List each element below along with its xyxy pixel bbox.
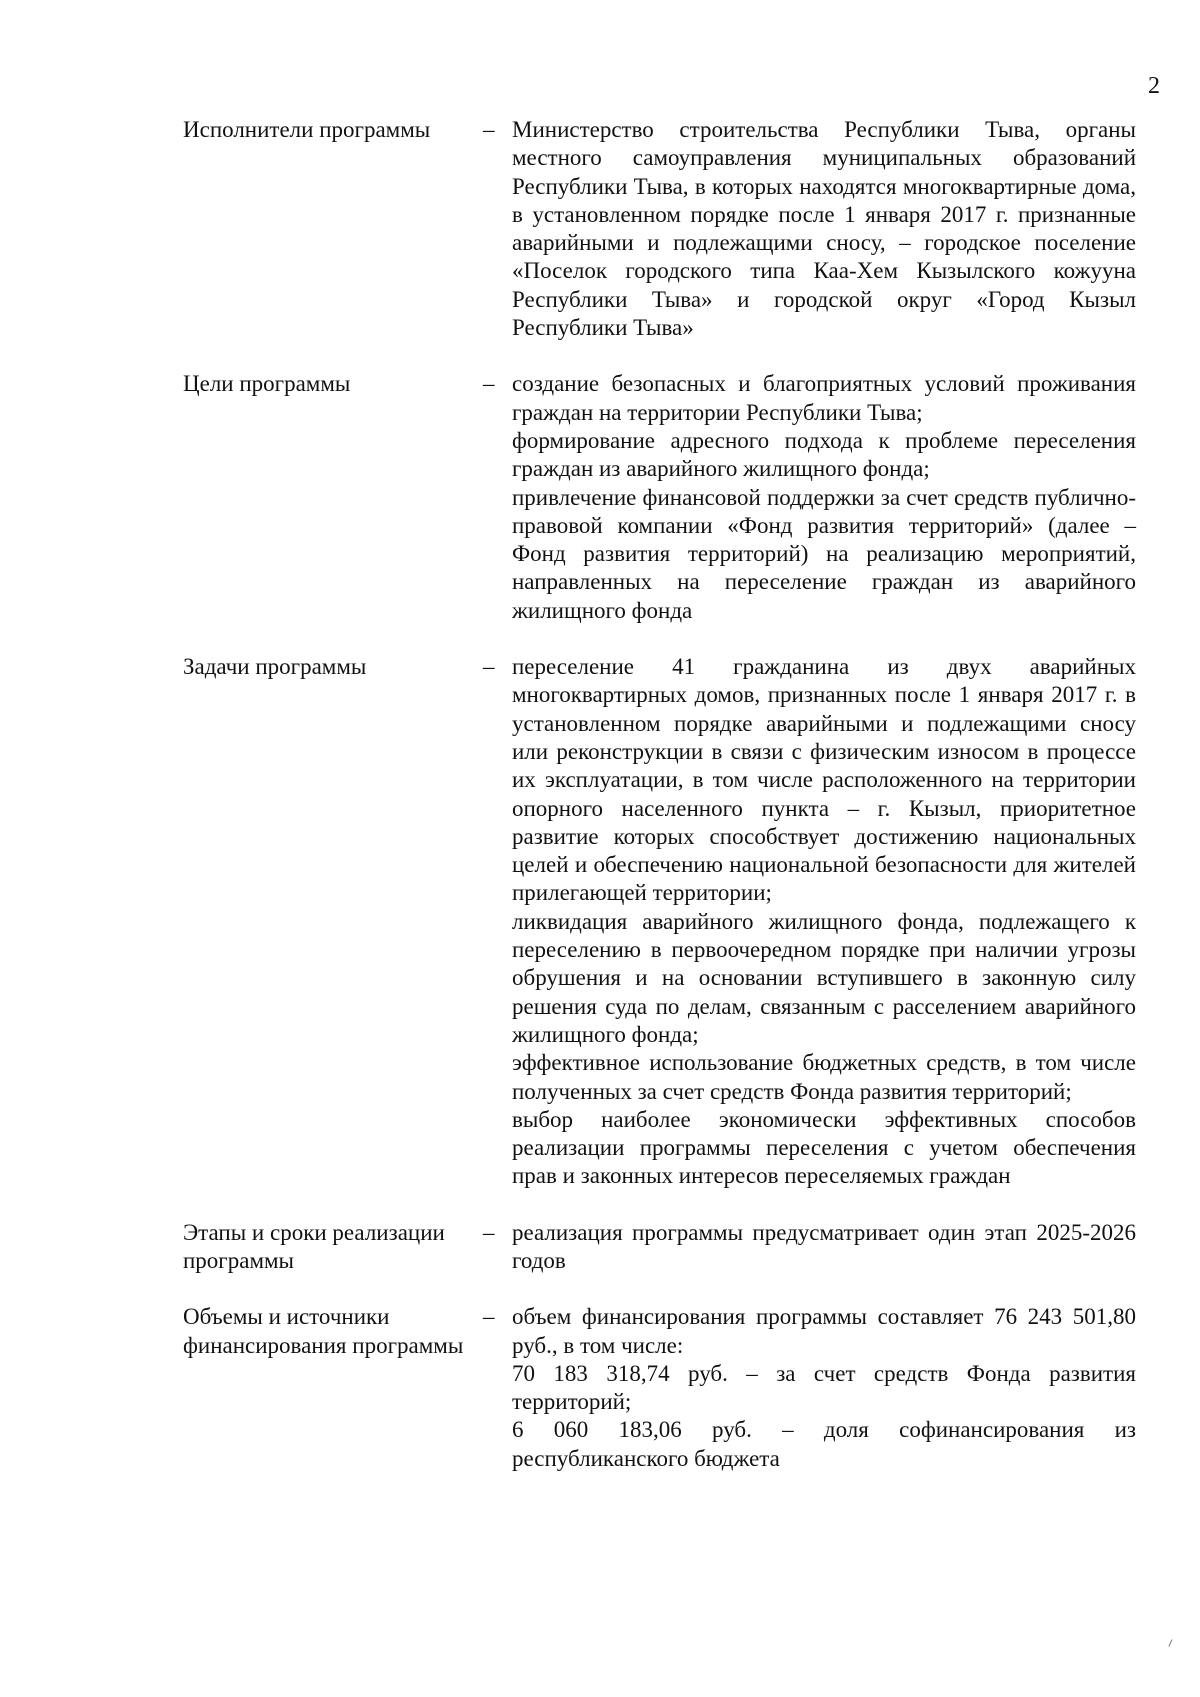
- row-content: [512, 653, 1136, 1191]
- row-label: Исполнители программы: [183, 117, 431, 142]
- row-dash: –: [483, 654, 495, 680]
- paragraph: 70 183 318,74 руб. – за счет средств Фонда развития территорий;: [512, 1360, 1136, 1415]
- paragraph: объем финансирования программы составляет 76 243 501,80 руб., в том числе:: [512, 1304, 1136, 1358]
- paragraph: создание безопасных и благоприятных условий проживания граждан на территории Республики Тыва;: [512, 371, 1136, 425]
- paragraph: эффективное использование бюджетных средств, в том числе полученных за счет средств Фонда развития территорий;: [512, 1050, 1136, 1104]
- paragraph: ликвидация аварийного жилищного фонда, подлежащего к переселению в первоочередном порядке при наличии угрозы обрушения и на основании вступившего в законную силу решения суда по делам, связанным с расселением аварийного жилищного фонда;: [512, 908, 1136, 1047]
- paragraph: переселение 41 гражданина из двух аварийных многоквартирных домов, признанных после 1 января 2017 г. в установленном порядке аварийными и подлежащими сносу или реконструкции в связи с физическим износом в процессе их эксплуатации, в том числе расположенного на территории опорного населенного пункта – г. Кызыл, приоритетное развитие которых способствует достижению национальных целей и обеспечению национальной безопасности для жителей прилегающей территории;: [512, 654, 1136, 906]
- paragraph: выбор наиболее экономически эффективных способов реализации программы переселения с учетом обеспечения прав и законных интересов переселяемых граждан: [512, 1106, 1136, 1189]
- paragraph: реализация программы предусматривает один этап 2025-2026 годов: [512, 1219, 1136, 1273]
- paragraph: формирование адресного подхода к проблеме переселения граждан из аварийного жилищного фонда;: [512, 427, 1136, 482]
- row-tasks: [183, 653, 1150, 1191]
- row-label: Этапы и сроки реализации программы: [183, 1219, 445, 1273]
- program-passport: [183, 116, 1150, 1473]
- row-label: Задачи программы: [183, 654, 367, 680]
- row-label: Цели программы: [183, 371, 351, 397]
- scan-artifact-mark: ⸝: [1162, 1631, 1177, 1650]
- row-dash: –: [483, 117, 495, 142]
- row-label: Объемы и источники финансирования программы: [183, 1304, 464, 1358]
- paragraph: привлечение финансовой поддержки за счет средств публично-правовой компании «Фонд развития территорий» (далее – Фонд развития территорий) на реализацию мероприятий, направленных на переселение граждан из аварийного жилищного фонда: [512, 484, 1136, 623]
- row-content: [512, 1219, 1136, 1276]
- row-content: [512, 116, 1136, 342]
- row-stages: [183, 1219, 1150, 1276]
- row-dash: –: [483, 1304, 495, 1330]
- paragraph: Министерство строительства Республики Тыва, органы местного самоуправления муниципальных образований Республики Тыва, в которых находятся многоквартирные дома, в установленном порядке после 1 января 2017 г. признанные аварийными и подлежащими сносу, – городское поселение «Поселок городского типа Каа-Хем Кызылского кожууна Республики Тыва» и городской округ «Город Кызыл Республики Тыва»: [512, 117, 1136, 341]
- row-executors: [183, 116, 1150, 342]
- row-funding: [183, 1303, 1150, 1473]
- row-content: [512, 1303, 1136, 1473]
- row-content: [512, 370, 1136, 625]
- row-goals: [183, 370, 1150, 625]
- paragraph: 6 060 183,06 руб. – доля софинансирования из республиканского бюджета: [512, 1417, 1136, 1471]
- row-dash: –: [483, 1219, 495, 1245]
- page-number: 2: [1148, 73, 1160, 99]
- row-dash: –: [483, 371, 495, 397]
